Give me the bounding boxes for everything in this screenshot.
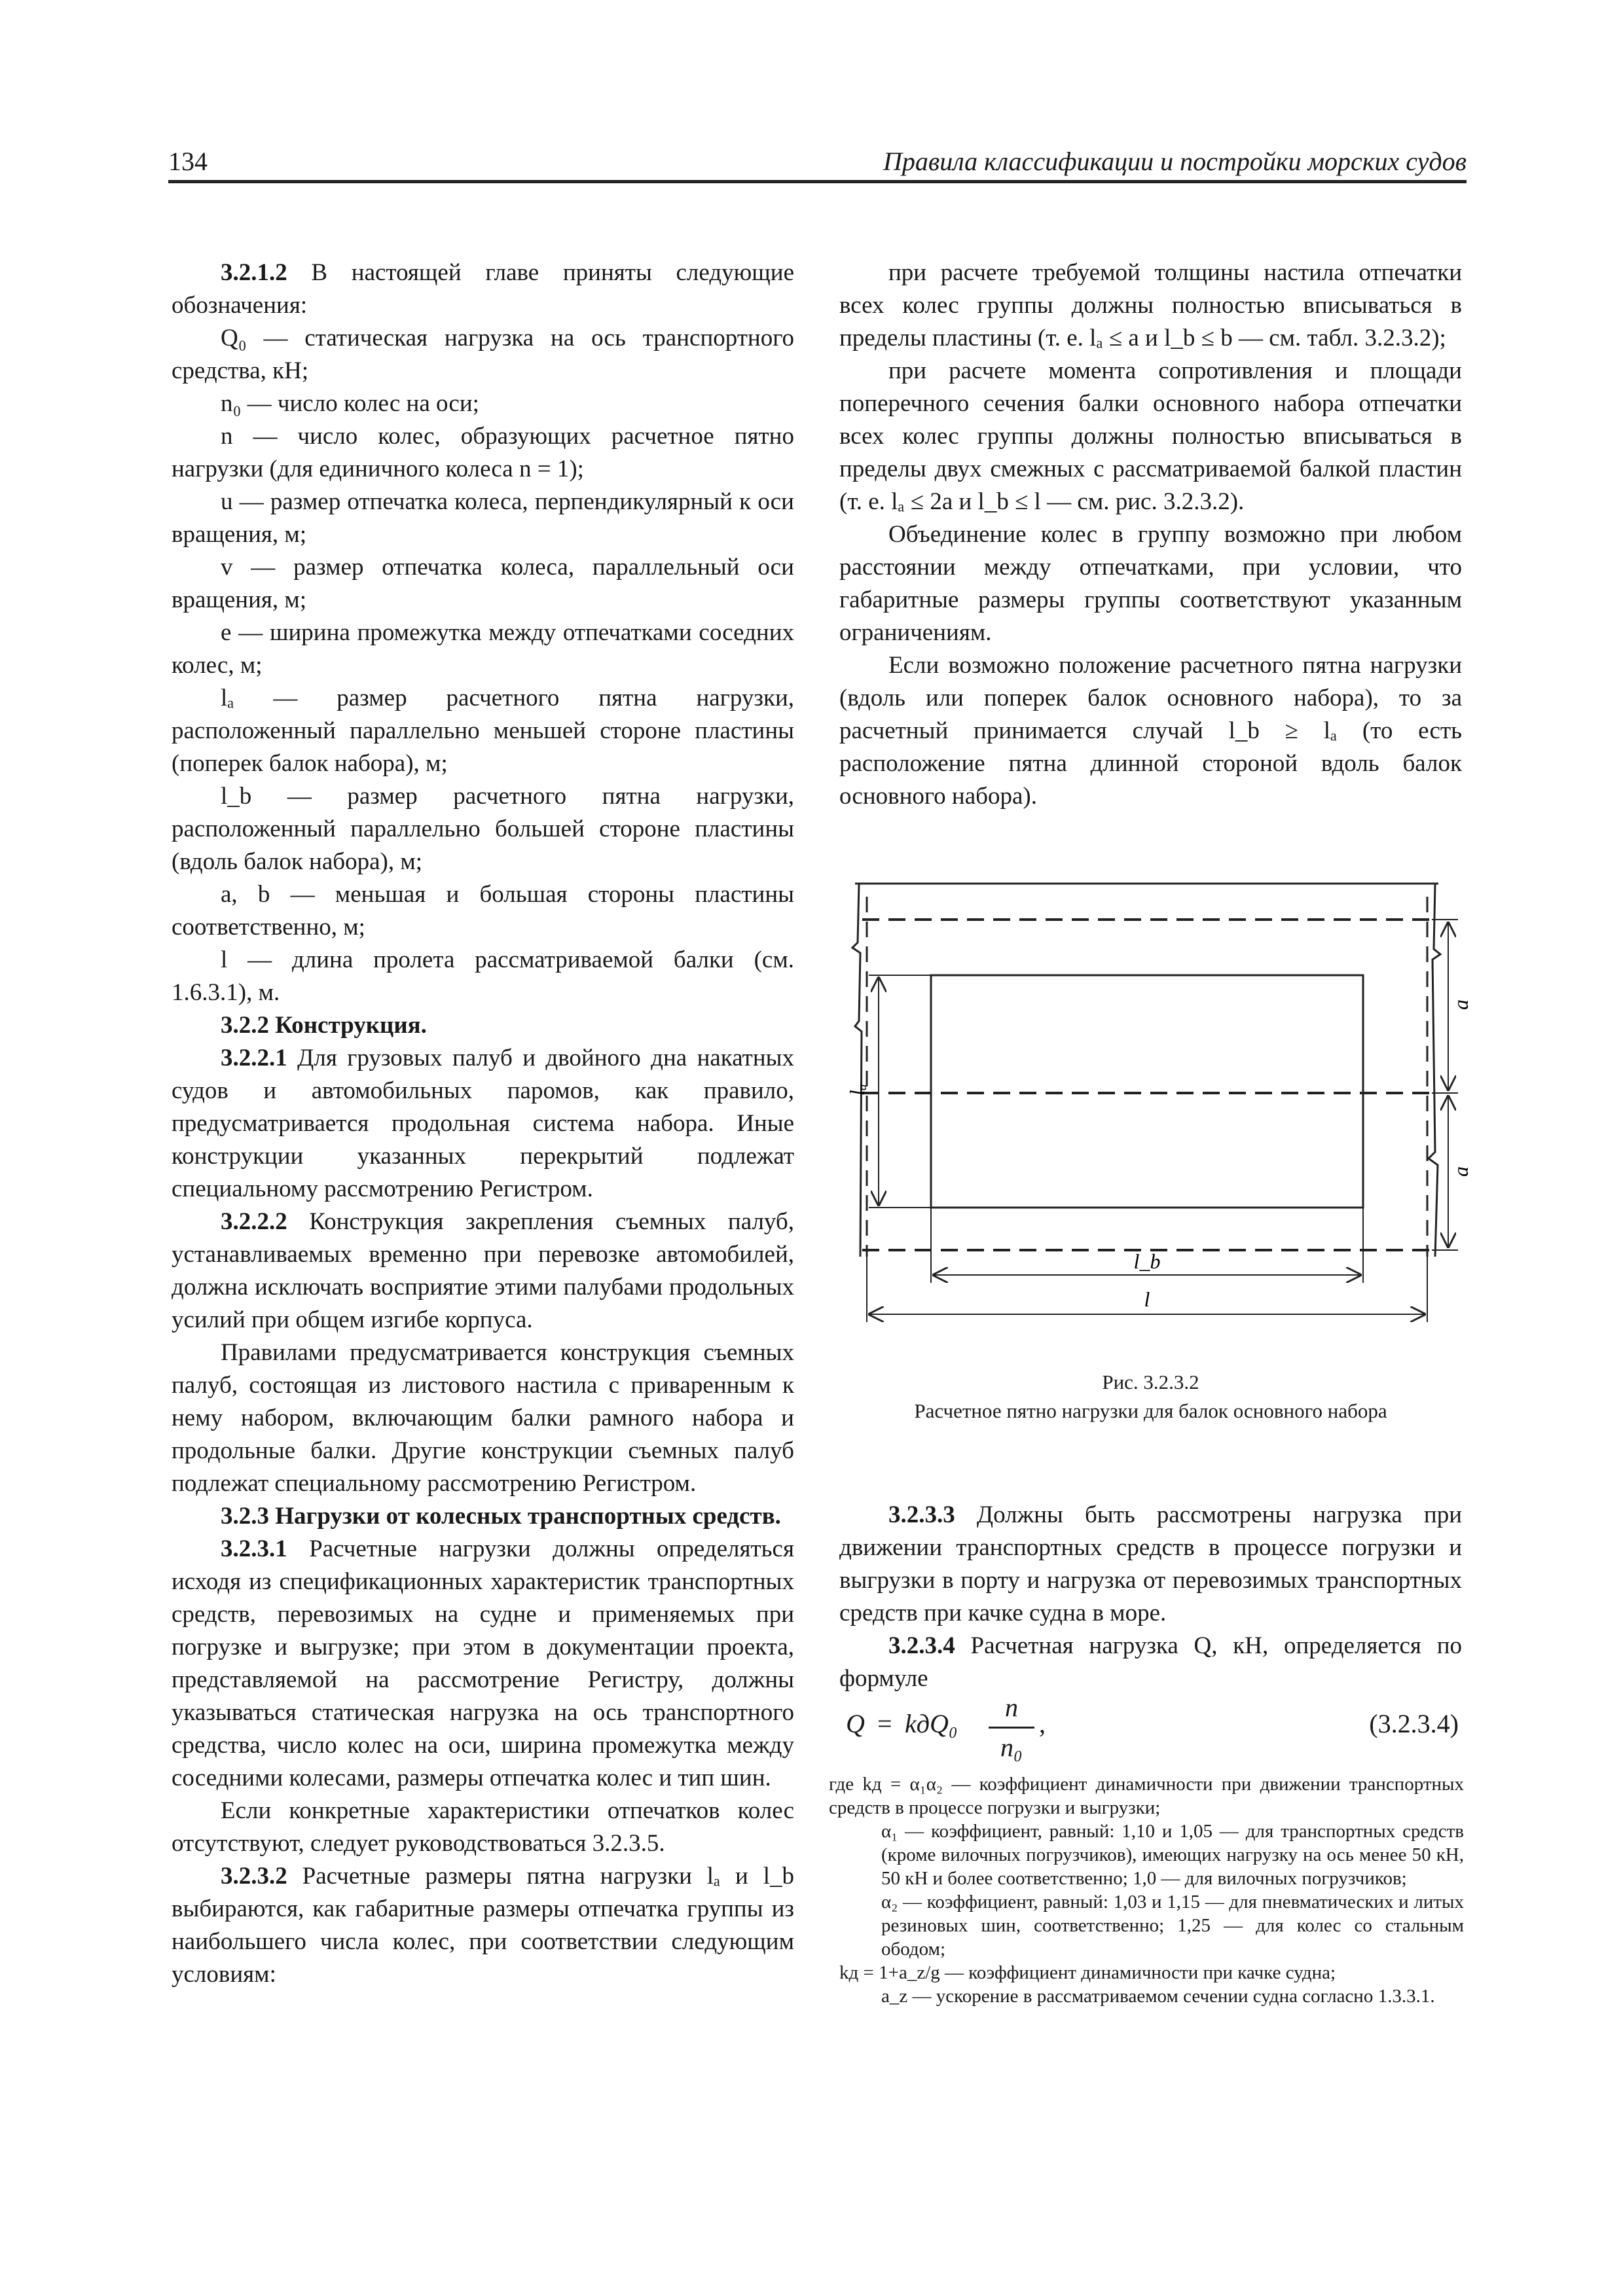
clause-text: Расчетная нагрузка Q, кН, определяется по формуле — [839, 1632, 1462, 1692]
definition-ab: a, b — меньшая и большая стороны пластины соответственно, м; — [172, 881, 794, 941]
note-kd-rolling: kд = 1+a_z/g — коэффициент динамичности при качке судна; — [839, 1962, 1336, 1983]
definition-l: l — длина пролета рассматриваемой балки (см. 1.6.3.1), м. — [172, 946, 794, 1006]
figure-caption-number: Рис. 3.2.3.2 — [1102, 1371, 1199, 1393]
label-l: l — [1144, 1287, 1150, 1311]
definition-v: v — размер отпечатка колеса, параллельный оси вращения, м; — [172, 554, 794, 613]
clause-number: 3.2.3.1 — [221, 1535, 287, 1562]
paragraph-rules: Правилами предусматривается конструкция съемных палуб, состоящая из листового настила с приваренным к нему набором, включающим балки рамного набора и продольные балки. Другие конструкции съемных палуб подлежат специальному рассмотрению Регистром. — [172, 1339, 794, 1497]
load-patch-rect — [931, 975, 1363, 1208]
note-kd — [829, 1772, 1464, 1820]
plate-right-edge — [1429, 884, 1440, 1257]
paragraph-3-2-3-1 — [172, 1533, 794, 1795]
definition-u: u — размер отпечатка колеса, перпендикулярный к оси вращения, м; — [172, 488, 794, 548]
definition-q0: Q₀ — статическая нагрузка на ось транспортного средства, кН; — [172, 325, 794, 384]
paragraph-3-2-1-2 — [172, 257, 794, 322]
heading-text: 3.2.3 Нагрузки от колесных транспортных средств. — [221, 1503, 781, 1530]
clause-text: Должны быть рассмотрены нагрузка при движении транспортных средств в процессе погрузки и выгрузки в порту и нагрузка от перевозимых транспортных средств при качке судна в море. — [839, 1501, 1462, 1626]
heading-3-2-2 — [172, 1009, 794, 1042]
formula-3-2-3-4 — [839, 1689, 1462, 1767]
figure-caption — [839, 1368, 1462, 1426]
formula-numerator: n — [989, 1689, 1034, 1729]
paragraph-position: Если возможно положение расчетного пятна нагрузки (вдоль или поперек балок основного набора), то за расчетный принимается случай l_b ≥ lₐ (то есть расположение пятна длинной стороной вдоль балок основного набора). — [839, 652, 1462, 810]
clause-text: Для грузовых палуб и двойного дна накатных судов и автомобильных паромов, как правило, предусматривается продольная система набора. Иные конструкции указанных перекрытий подлежат специальному рассмотрению Регистром. — [172, 1045, 794, 1202]
paragraph-3-2-3-2 — [172, 1860, 794, 1991]
label-la: lₐ — [845, 1083, 869, 1096]
formula-notes — [829, 1772, 1464, 2008]
paragraph-moment: при расчете момента сопротивления и площади поперечного сечения балки основного набора отпечатки всех колес группы должны полностью вписываться в пределы двух смежных с рассматриваемой балкой пластин (т. е. lₐ ≤ 2a и l_b ≤ l — см. рис. 3.2.3.2). — [839, 357, 1462, 515]
paragraph-absent: Если конкретные характеристики отпечатков колес отсутствуют, следует руководствоваться 3.2.3.5. — [172, 1797, 794, 1857]
formula-fraction — [989, 1689, 1034, 1767]
note-label: α₂ — [881, 1892, 898, 1912]
note-az — [829, 1984, 1464, 2008]
formula-lhs: Q — [846, 1709, 865, 1738]
clause-number: 3.2.3.2 — [221, 1863, 287, 1890]
definition-e: e — ширина промежутка между отпечатками соседних колес, м; — [172, 619, 794, 679]
right-column-lower — [839, 1499, 1462, 1695]
clause-text: Расчетные размеры пятна нагрузки lₐ и l_b выбираются, как габаритные размеры отпечатка группы из наибольшего числа колес, при соответствии следующим условиям: — [172, 1863, 794, 1988]
note-label: где kд = α₁α₂ — [829, 1774, 943, 1795]
clause-number: 3.2.2.2 — [221, 1208, 287, 1235]
clause-text: Расчетные нагрузки должны определяться исходя из спецификационных характеристик транспортных средств, перевозимых на судне и применяемых при погрузке и выгрузке; при этом в документации проекта, представляемой на рассмотрение Регистру, должны указываться статическая нагрузка на ось транспортного средства, число колес на оси, ширина промежутка между соседними колесами, размеры отпечатка колес и тип шин. — [172, 1535, 794, 1791]
note-text: — коэффициент, равный: 1,03 и 1,15 — для пневматических и литых резиновых шин, соответственно; 1,25 — для колес со стальным ободом; — [881, 1892, 1464, 1960]
note-text: — ускорение в рассматриваемом сечении судна согласно 1.3.3.1. — [907, 1986, 1435, 2007]
note-text: — коэффициент, равный: 1,10 и 1,05 — для транспортных средств (кроме вилочных погрузчиков), имеющих нагрузку на ось менее 50 кН, 50 кН и более соответственно; 1,0 — для вилочных погрузчиков; — [881, 1821, 1464, 1889]
plate-left-edge — [852, 884, 862, 1257]
note-a2 — [829, 1890, 1464, 1961]
paragraph-3-2-3-3 — [839, 1499, 1462, 1630]
clause-text: В настоящей главе приняты следующие обозначения: — [172, 259, 794, 319]
page-number: 134 — [168, 147, 208, 176]
definition-la: lₐ — размер расчетного пятна нагрузки, расположенный параллельно меньшей стороне пластины (поперек балок набора), м; — [172, 685, 794, 777]
label-a-top: a — [1449, 999, 1472, 1010]
formula-factor: kдQ₀ — [905, 1709, 958, 1738]
clause-text: Конструкция закрепления съемных палуб, устанавливаемых временно при перевозке автомобилей, должна исключать восприятие этими палубами продольных усилий при общем изгибе корпуса. — [172, 1208, 794, 1333]
note-a1 — [829, 1820, 1464, 1890]
formula-equals: = — [877, 1709, 892, 1738]
heading-text: 3.2.2 Конструкция. — [221, 1012, 427, 1039]
note-label: α₁ — [881, 1821, 898, 1842]
clause-number: 3.2.3.4 — [888, 1632, 955, 1659]
definition-lb: l_b — размер расчетного пятна нагрузки, расположенный параллельно большей стороне пластины (вдоль балок набора), м; — [172, 783, 794, 875]
paragraph-thickness: при расчете требуемой толщины настила отпечатки всех колес группы должны полностью вписываться в пределы пластины (т. е. lₐ ≤ a и l_b ≤ b — см. табл. 3.2.3.2); — [839, 259, 1462, 351]
formula-number: (3.2.3.4) — [1369, 1709, 1459, 1738]
formula-denominator: n₀ — [1000, 1732, 1023, 1762]
figure-caption-title: Расчетное пятно нагрузки для балок основного набора — [914, 1399, 1387, 1422]
label-lb: l_b — [1133, 1249, 1161, 1273]
formula-comma: , — [1039, 1709, 1046, 1738]
left-column — [172, 257, 794, 1991]
heading-3-2-3 — [172, 1500, 794, 1533]
note-text: — коэффициент динамичности при движении транспортных средств в процессе погрузки и выгрузки; — [829, 1774, 1464, 1818]
right-column — [839, 257, 1462, 813]
definition-n: n — число колес, образующих расчетное пятно нагрузки (для единичного колеса n = 1); — [172, 423, 794, 482]
clause-number: 3.2.1.2 — [221, 259, 287, 286]
note-label: a_z — [881, 1986, 908, 2007]
figure-load-patch — [839, 870, 1472, 1329]
paragraph-3-2-2-2 — [172, 1206, 794, 1336]
page-header — [168, 141, 1467, 183]
paragraph-3-2-3-4 — [839, 1630, 1462, 1695]
label-a-bottom: a — [1449, 1166, 1472, 1177]
running-title: Правила классификации и постройки морских судов — [883, 147, 1467, 176]
paragraph-group: Объединение колес в группу возможно при любом расстоянии между отпечатками, при условии, что габаритные размеры группы соответствуют указанным ограничениям. — [839, 521, 1462, 646]
clause-number: 3.2.3.3 — [888, 1501, 955, 1528]
paragraph-3-2-2-1 — [172, 1042, 794, 1206]
clause-number: 3.2.2.1 — [221, 1045, 287, 1071]
definition-n0: n₀ — число колес на оси; — [221, 390, 479, 417]
